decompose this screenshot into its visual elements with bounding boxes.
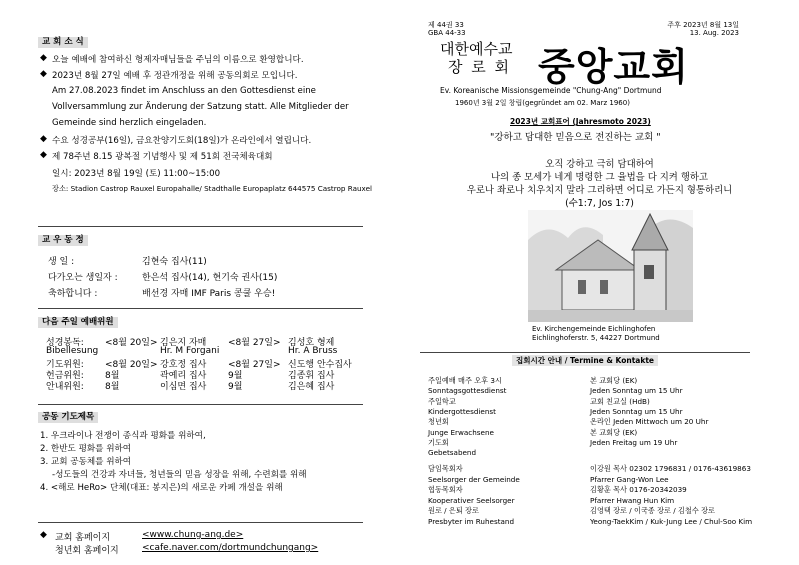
divider: [38, 404, 363, 405]
schedule-line: 이강원 목사 02302 1796831 / 0176-43619863: [590, 464, 751, 473]
table-cell-role: Bibellesung: [46, 346, 99, 356]
schedule-line: Jeden Sonntag um 15 Uhr: [590, 406, 683, 416]
denomination-line2: 장 로 회: [448, 58, 512, 76]
news-item: 오늘 예배에 참여하신 형제자매님들을 주님의 이름으로 환영합니다.: [52, 55, 304, 65]
denomination-line1: 대한예수교: [440, 40, 513, 58]
prayer-item: 1. 우크라이나 전쟁이 종식과 평화를 위하여,: [40, 431, 206, 441]
schedule-line: 담임목회자: [428, 464, 463, 473]
link-url[interactable]: <www.chung-ang.de>: [142, 530, 244, 540]
divider: [38, 308, 363, 309]
prayer-item: 2. 한반도 평화를 위하여: [40, 444, 132, 454]
issue-date-korean: 주후 2023년 8월 13일: [667, 21, 739, 29]
bullet-diamond-icon: ◆: [40, 53, 47, 63]
schedule-line: 주일학교: [428, 396, 456, 406]
bullet-diamond-icon: ◆: [40, 69, 47, 79]
schedule-line: 본 교회당 (EK): [590, 376, 638, 385]
fellowship-label: 축하합니다 :: [48, 289, 98, 299]
table-cell-d2: <8월 27일>: [228, 338, 281, 348]
schedule-line: Yeong-TaekKim / Kuk-Jung Lee / Chul-Soo Kim: [590, 516, 753, 526]
schedule-line: Seelsorger der Gemeinde: [428, 474, 520, 484]
schedule-line: Pfarrer Gang-Won Lee: [590, 474, 669, 484]
schedule-line: Presbyter im Ruhestand: [428, 516, 515, 526]
schedule-line: 온라인 Jeden Mittwoch um 20 Uhr: [590, 417, 709, 427]
schedule-line: Gebetsabend: [428, 448, 477, 458]
prayer-item: 3. 교회 공동체를 위하여: [40, 457, 132, 467]
table-cell-role: 성경봉독:: [46, 338, 84, 348]
issue-gba: GBA 44-33: [428, 29, 466, 37]
table-cell-d2: <8월 27일>: [228, 360, 281, 370]
table-cell-d1: <8월 20일>: [105, 360, 158, 370]
schedule-line: 기도회: [428, 437, 449, 447]
divider: [420, 352, 750, 353]
schedule-line: 김황훈 목사 0176-20342039: [590, 485, 687, 494]
news-item: Gemeinde sind herzlich eingeladen.: [52, 118, 207, 128]
schedule-line: Junge Erwachsene: [428, 427, 494, 437]
schedule-line: 주일예배 매주 오후 3시: [428, 376, 502, 385]
news-item: 일시: 2023년 8월 19일 (토) 11:00~15:00: [52, 169, 221, 179]
verse-line: 나의 종 모세가 네게 명령한 그 율법을 다 지켜 행하고: [490, 172, 708, 183]
prayer-item: 4. <해로 HeRo> 단체(대표: 봉지은)의 새로운 카페 개설을 위해: [40, 483, 283, 493]
church-german-name: Ev. Koreanische Missionsgemeinde "Chung-Ang" Dortmund: [440, 86, 662, 95]
news-item: Am 27.08.2023 findet im Anschluss an den Gottesdienst eine: [52, 86, 316, 96]
table-cell-d1: 8월: [105, 371, 120, 381]
table-cell-n2: Hr. A Bruss: [288, 346, 338, 356]
news-item: 장소: Stadion Castrop Rauxel Europahalle/ Stadthalle Europaplatz 644575 Castrop Rauxel: [52, 184, 372, 193]
verse-line: 우로나 좌로나 치우치지 말라 그리하면 어디로 가든지 형통하리니: [466, 185, 733, 196]
fellowship-header: 교 우 동 정: [38, 235, 88, 246]
table-cell-d2: 9월: [228, 382, 243, 392]
table-cell-n1: 강호정 집사: [160, 360, 207, 370]
table-cell-n1: 곽예리 집사: [160, 371, 207, 381]
schedule-line: Kooperativer Seelsorger: [428, 495, 515, 505]
image-caption-1: Ev. Kirchengemeinde Eichlinghofen: [532, 325, 656, 333]
news-item: 수요 성경공부(16일), 금요찬양기도회(18일)가 온라인에서 열립니다.: [52, 136, 312, 146]
table-cell-role: 안내위원:: [46, 382, 84, 392]
verse-line: 오직 강하고 극히 담대하여: [545, 159, 654, 170]
fellowship-value: 한은석 집사(14), 현기숙 권사(15): [142, 273, 278, 283]
schedule-line: 교회 친교실 (HdB): [590, 396, 650, 406]
church-building-image: [528, 210, 693, 322]
right-page: [400, 0, 799, 565]
next-week-header: 다음 주일 예배위원: [38, 317, 118, 328]
image-caption-2: Eichlinghoferstr. 5, 44227 Dortmund: [532, 334, 660, 342]
fellowship-label: 다가오는 생일자 :: [48, 273, 118, 283]
bullet-diamond-icon: ◆: [40, 530, 47, 540]
table-cell-n2: 신도행 안수집사: [288, 360, 352, 370]
schedule-line: Jeden Freitag um 19 Uhr: [590, 437, 678, 447]
schedule-line: Kindergottesdienst: [428, 406, 496, 416]
schedule-line: Jeden Sonntag um 15 Uhr: [590, 386, 683, 396]
schedule-line: 김영택 장로 / 이국종 장로 / 김철수 장로: [590, 506, 715, 515]
schedule-line: Sonntagsgottesdienst: [428, 386, 507, 396]
fellowship-value: 김현숙 집사(11): [142, 257, 207, 267]
table-cell-role: 헌금위원:: [46, 371, 84, 381]
table-cell-d2: 9월: [228, 371, 243, 381]
church-name: 중앙교회: [538, 45, 689, 89]
verse-line: (수1:7, Jos 1:7): [565, 198, 634, 209]
schedule-line: 원로 / 은퇴 장로: [428, 506, 479, 515]
schedule-line: 청년회: [428, 417, 449, 427]
schedule-header: 집회시간 안내 / Termine & Kontakte: [512, 355, 658, 366]
fellowship-label: 생 일 :: [48, 257, 75, 267]
prayer-item: -성도들의 건강과 자녀들, 청년들의 믿음 성장을 위해, 수련회를 위해: [52, 470, 307, 480]
prayer-header: 공동 기도제목: [38, 412, 98, 423]
divider: [38, 226, 363, 227]
table-cell-role: 기도위원:: [46, 360, 84, 370]
founded-date: 1960년 3월 2일 창립(gegründet am 02. Marz 1960): [455, 99, 630, 107]
table-cell-n1: Hr. M Forgani: [160, 346, 220, 356]
table-cell-n2: 김종휘 집사: [288, 371, 335, 381]
bullet-diamond-icon: ◆: [40, 134, 47, 144]
table-cell-n2: 김은혜 집사: [288, 382, 335, 392]
schedule-line: 본 교회당 (EK): [590, 427, 638, 437]
link-label: 교회 홈페이지: [55, 533, 111, 543]
news-item: 제 78주년 8.15 광복절 기념행사 및 제 51회 전국체육대회: [52, 152, 273, 162]
schedule-line: Pfarrer Hwang Hun Kim: [590, 495, 675, 505]
table-cell-n2: 김성호 형제: [288, 338, 335, 348]
table-cell-n1: 이심면 집사: [160, 382, 207, 392]
news-item: 2023년 8월 27일 예배 후 정관개정을 위해 공동의회로 모입니다.: [52, 71, 298, 81]
news-item: Vollversammlung zur Änderung der Satzung statt. Alle Mitglieder der: [52, 102, 349, 112]
fellowship-value: 배선경 자매 IMF Paris 콩쿨 우승!: [142, 289, 276, 299]
bullet-diamond-icon: ◆: [40, 150, 47, 160]
link-label: 청년회 홈페이지: [55, 546, 119, 556]
table-cell-d1: <8월 20일>: [105, 338, 158, 348]
motto: "강하고 담대한 믿음으로 전진하는 교회 ": [490, 132, 661, 143]
table-cell-d1: 8월: [105, 382, 120, 392]
link-url[interactable]: <cafe.naver.com/dortmundchungang>: [142, 543, 319, 553]
table-cell-n1: 김은지 자매: [160, 338, 207, 348]
issue-volume: 제 44권 33: [428, 21, 464, 29]
divider: [38, 522, 363, 523]
news-header: 교 회 소 식: [38, 37, 88, 48]
schedule-line: 협동목회자: [428, 485, 463, 494]
motto-title: 2023년 교회표어 (Jahresmoto 2023): [510, 117, 651, 126]
issue-date-german: 13. Aug. 2023: [689, 29, 739, 37]
